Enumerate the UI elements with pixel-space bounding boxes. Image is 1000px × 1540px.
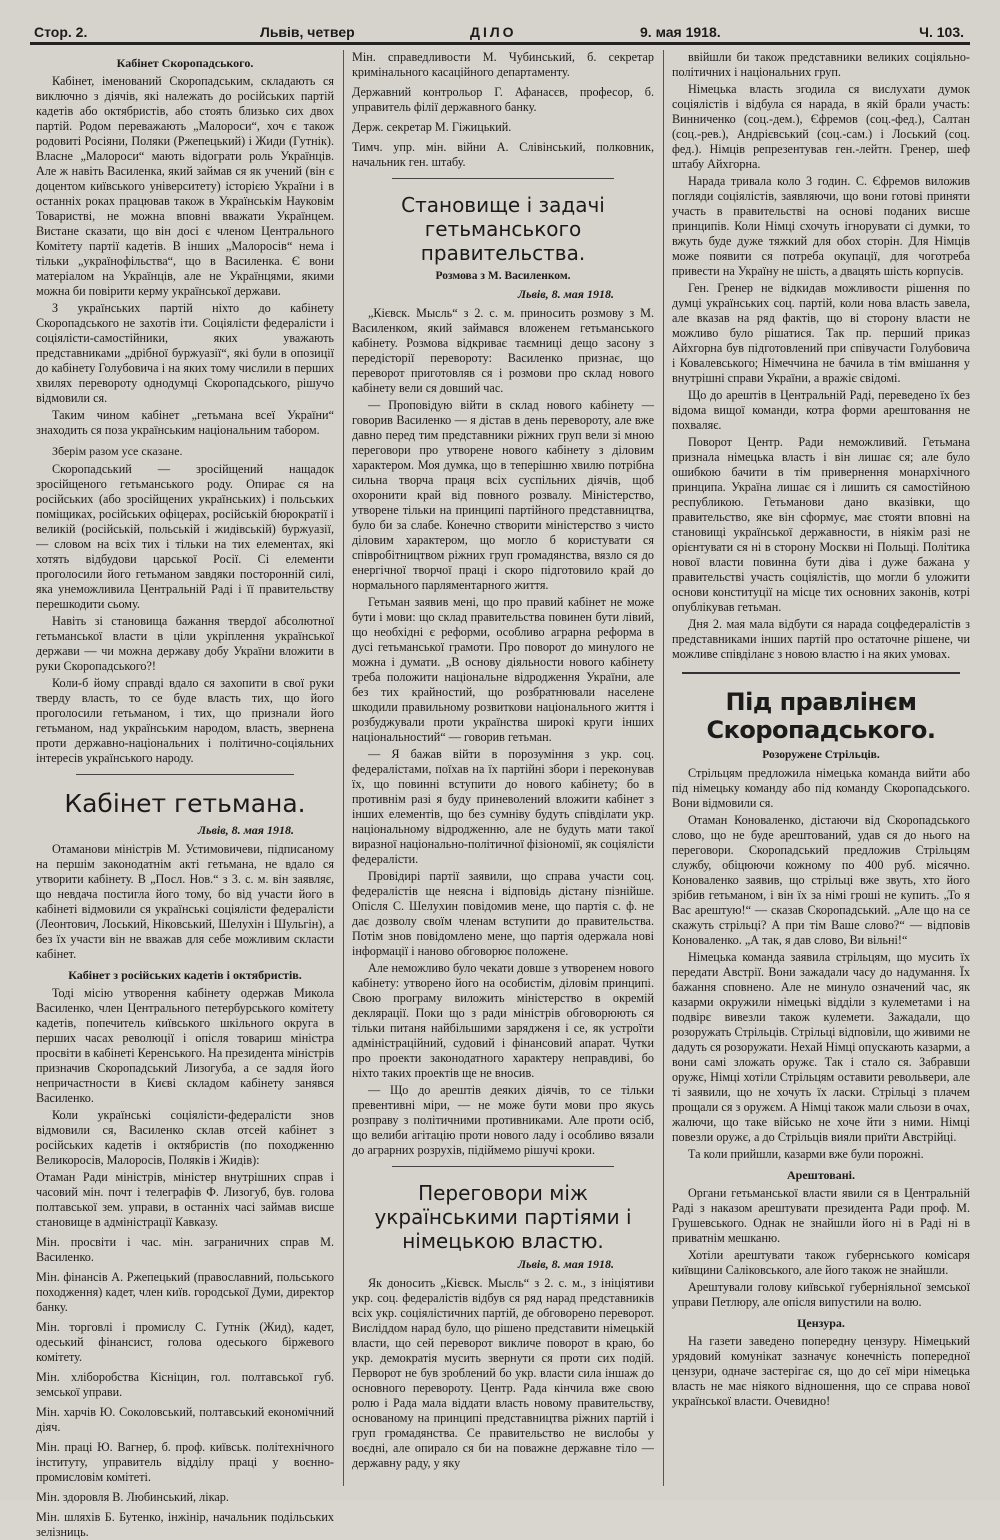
paragraph: Хотіли арештувати також губернського комісаря київщини Саліковського, але його також не знайшли. [672,1248,970,1277]
paragraph: Тимч. упр. мін. війни А. Слівінський, полковник, начальник ген. штабу. [352,140,654,169]
paragraph: Коли українські соціялісти-федералісти знов відмовили ся, Василенко склав отсей кабінет з російських кадетів і октябристів (по походженню Великоросів, Малоросів, Поляків і Жидів): [36,1108,334,1167]
divider [682,672,960,674]
article-body [352,306,654,1158]
paragraph: Держ. секретар М. Гіжицький. [352,120,512,134]
ministers-list [36,1170,334,1540]
masthead [30,14,970,44]
paragraph: Мін. харчів Ю. Соколовський, полтавський економічний діяч. [36,1405,334,1434]
article-body [672,1334,970,1409]
paragraph: Ген. Гренер не відкидав можливости рішення по думці українських соц. партій, коли нова власть завела, але вказав на ряд фактів, що ві сторону власти не можливо було рішатися. Так пр. перший приказ Айхгорна був підготовлений при співучасти Голубовича і Ковалевського; Німеччина не бачила в тім вмішання у внутрішні справи України, а вражіє свідомі. [672,281,970,385]
section-subhead: Цензура. [797,1316,845,1330]
article-body [352,1276,654,1471]
paragraph: Німецька власть згодила ся вислухати думок соціялістів і відбула ся нарада, в якій брали участь: Винниченко (соц.-дем.), Єфремов (соц.-фед.), Салтан (соц.-рев.), Андрієвський (соц.-сам.) і Лоський (соц. фед.). Німців репрезентував ген.-лейтн. Гренер, шеф штабу Айхгорна. [672,82,970,171]
article-body [36,74,334,438]
paragraph: Державний контрольор Г. Афанасєв, професор, б. управитель філії державного банку. [352,85,654,114]
section-subhead: Арештовані. [787,1168,855,1182]
paragraph: Стрільцям предложила німецька команда вийти або під німецьку команду або під команду Скоропадського. Вони відмовили ся. [672,766,970,810]
masthead-rule [30,42,970,45]
ministers-list [352,50,654,170]
paragraph: Дня 2. мая мала відбути ся нарада соцфедералістів з представниками інших партій про остаточне рішене, чи можливе співділанє з новою властю і на яких умовах. [672,617,970,661]
paragraph: На газети заведено попередну цензуру. Німецький урядовий комунікат зазначує конечність попередної цензури, одначе застерігає ся, що до сеї міри німецька власть не має ніякого відношення, що се справа нової української власти. Очевидно! [672,1334,970,1408]
paragraph: — Проповідую війти в склад нового кабінету — говорив Василенко — я дістав в день перевороту, але вже давно перед тим представники ріжних груп вели зі мною переговори про утворене нового кабінету з діловим характером. Моя думка, що в теперішню хвилю потрібна сильна творча праця всіх суспільних діячів, щоб охоронити край від повного розвалу. Міністерство, утворене тільки на принципі партійного представництва, було би за слабе. Конечно створити міністерство з чисто діловим характером, що могло б користувати ся співробітництвом ріжних груп громадянства, вязло ся до енергічної творчої праці і скоро підготовило край до нормального парляментарного життя. [352,398,654,592]
paragraph: Мін. просвіти і час. мін. заграничних справ М. Василенко. [36,1235,334,1264]
article-body [36,462,334,766]
dateline: Львів, 8. мая 1918. [517,287,614,301]
paragraph: Мін. хліборобства Кісніцин, гол. полтавської губ. земської управи. [36,1370,334,1399]
paragraph: Як доносить „Кієвск. Мысль“ з 2. с. м., з ініціятиви укр. соц. федералістів відбув ся ряд нарад представників всіх укр. соціялістичних партій, де обговорено переворот. Висліддом нарад було, що рішено представити німецькій власти, що сей переворот викличе поворот в краю, бо укр. демократія мусить звернути ся проти сих подій. Перворот не був зроблений бо укр. власти сила іншаж до основного перевороту. Центр. Рада кінчила вже свою ролю і Рада мала віддати власть новому правительству, основаному на принципі представництва ріжних партій і груп громадянства. Се правительство не вислобы у воєдні, але опирало ся би на поважне державне тіло — державну раду, у яку [352,1276,654,1470]
paragraph: — Я бажав війти в порозуміння з укр. соц. федералістами, поїхав на їх партійні збори і переконував їх, що повинні вступити до нового кабінету; бо в противнім разі я буду приневолений вложити кабінет з інших елементів, що без сумніву будуть співділати укр. національному відродженню, але не будуть мати такої виразної національно-політичної фізіономії, як соціялісти федералісти. [352,747,654,866]
paragraph: Отаман Ради міністрів, міністер внутрішних справ і часовий мін. почт і телеграфів Ф. Лизогуб, був. голова полтавської зем. управи, в останніх часі займав висше становище в адміністрації Кавказу. [36,1170,334,1229]
paragraph: Мін. торговлі і промислу С. Гутнік (Жид), кадет, одеський фінансист, голова одеського біржевого комітету. [36,1320,334,1364]
article-body [672,766,970,1162]
paragraph: Арештували голову київської губерніяльної земської управи Петлюру, але опісля випустили на волю. [672,1280,970,1309]
column-divider [343,50,344,1486]
city-day: Львів, четвер [260,24,355,40]
column-1 [36,50,334,1539]
paragraph: Органи гетьманської власти явили ся в Центральній Раді з наказом арештувати президента Ради проф. М. Грушевського. Однак не знайшли його ні в Раді ні в приватнім мешканю. [672,1186,970,1245]
paragraph: Мін. фінансів А. Ржепецький (православний, польського походження) кадет, член київ. городської Думи, директор банку. [36,1270,334,1314]
newspaper-title: ДІЛО [470,24,517,40]
divider [392,1166,614,1167]
column-2 [352,50,654,1486]
divider [76,774,294,775]
paragraph: Нарада тривала коло 3 годин. С. Єфремов виложив погляди соціялістів, заявляючи, що вони готові приняти участь в правительстві на основі поданих висше принципів. Коли Німці схочуть ігнорувати сі думки, то вжуть буде дуже тяжкий для обох сторін. Для Німців може появити ся потреба окупації, для чоготреба привести на Україну не шість, а двацять шість корпусів. [672,174,970,278]
paragraph: Навіть зі становища бажання твердої абсолютної гетьманської власти в ціли укріплення української держави — чи можна державу добу України вложити в руки Скоропадського?! [36,614,334,673]
byline: Розмова з М. Василенком. [435,270,571,282]
paragraph: Тоді місію утворення кабінету одержав Микола Василенко, член Центрального петербурського комітету кадетів, попечитель київського шкільного округа в перших часах революції і опісля товариш міністра просвіти в кабінеті Керенського. На президента міністрів призначив Скоропадський Лизогуба, а се задля його непричастности в Києві складом кабінету занявся Василенко. [36,986,334,1105]
paragraph: Німецька команда заявила стрільцям, що мусить їх передати Австрії. Вони зажадали часу до надумання. Їх бажання сповнено. Але не минуло означений час, як казарми окружили німецькі відділи з кулеметами і на подвірє вивезли також кулемети. Зажадали, що розоружать Стрільців. Стрільці відповіли, що живими не дадуть ся розоружати. Нехай Німці опускають казарми, а вони самі зложать оружє. Так і стало ся. Забравши оружє, Німці хотіли Стрільцям оставити револьвери, але ті заявили, що не хочуть їх ласки. Стрільці з плачем прощали ся з оружєм. А Німці також мали сльози в очах, жалючи, що таке військо не хоче йти з ними. Німці повезли оружє, а до Стрільців вияли приїти Австрійці. [672,950,970,1144]
headline-cabinet: Кабінет гетьмана. [64,789,306,818]
paragraph: Таким чином кабінет „гетьмана всеї України“ знаходить ся поза українським національним табором. [36,408,334,437]
byline: Розоружене Стрільців. [762,749,880,761]
dateline: Львів, 8. мая 1918. [517,1257,614,1271]
article-body [36,842,334,962]
article-body [672,1186,970,1310]
paragraph: Мін. справедливости М. Чубинський, б. секретар кримінального касаційного департаменту. [352,50,654,79]
section-subhead: Кабінет з російських кадетів і октябристів. [68,968,302,982]
paragraph: Та коли прийшли, казарми вже були порожні. [688,1147,924,1161]
paragraph: Кабінет, іменований Скоропадським, складають ся виключно з діячів, які належать до російських партій кадетів або октябристів, або стоять близько сих двох партій. Родом переважають „Малороси“, хоч є також родовиті Росіяни, Поляки (Ржепецький) і Жиди (Гутнік). Власне „Малороси“ мають відограти роль Українців. Але ж навіть Василенка, який займав ся як учений (він є доцентом київського університету) історією України і в останніх роках працював також в Українськім Науковім Товаристві, не можна вповні вважати Українцем. Вистане сказати, що він досі є членом Центрального Комітету партії кадетів. В інших „Малоросів“ нема і тільки „українофільства“, що в Василенка. Є вони матеріалом на Українців, але не Українцями, якими можна би повірити керму української держави. [36,74,334,298]
dateline: Львів, 8. мая 1918. [197,823,294,837]
section-subhead: Кабінет Скоропадського. [116,56,254,70]
article-body [36,986,334,1168]
paragraph: Коли-б йому справді вдало ся захопити в свої руки тверду власть, то се буде власть тих, що його проголосили гетьманом, і тих, що признали його гетьманом, над українським народом, власть, звернена проти державно-національних і політично-соціяльних інтересів українського народу. [36,676,334,765]
paragraph: — Що до арештів деяких діячів, то се тільки превентивні міри, — не може бути мови про якусь розправу з політичними противниками. Але проти осіб, що велиби агітацію проти нового ладу і особливо вязали до аграрних розрухів, підіймемо рішучі кроки. [352,1083,654,1157]
divider [392,178,614,179]
column-divider [663,50,664,1486]
paragraph: Що до арештів в Центральній Раді, переведено їх без відома вищої команди, котра форми арештовання не похваляє. [672,388,970,432]
column-3 [672,50,970,1486]
paragraph: ввійшли би також представники великих соціяльно-політичних і національних груп. [672,50,970,79]
headline-rule: Під правлінєм Скоропадського. [706,688,936,744]
headline-government: Становище і задачі гетьманського правительства. [401,193,605,265]
issue-number: Ч. 103. [919,24,964,40]
paragraph: Але неможливо було чекати довше з утворенем нового кабінету: утворено його на особистім, діловім принципі. Свою програму виложить міністерство в окремій деклярації. Поки що з ради міністрів обговорюють ся тільки питаня найбільшими зарядженя і се, як устроїти адміністраційний, судовий і фінансовий апарат. Чутки про проекти законодатного характеру неправдиві, бо ніхто таких проектів ще не вносив. [352,961,654,1080]
paragraph: Отаманови міністрів М. Устимовичеви, підписаному на першім законодатнім акті гетьмана, не вдало ся утворити кабінету. В „Посл. Нов.“ з 3. с. м. він заявляє, що невдача постигла його тому, бо від участи його в кабінеті відмовили ся українські соціялісти федералісти (Леонтович, Лоський, Ніковський, Шелухін і Шульгін), а без їх участи він не вважав для себе можливим скласти кабінет. [36,842,334,961]
issue-date: 9. мая 1918. [640,24,721,40]
article-body [672,50,970,662]
headline-negotiations: Переговори між українськими партіями і німецькою властю. [374,1181,632,1253]
paragraph: Отаман Коноваленко, дістаючи від Скоропадського слово, що не буде арештований, удав ся до нього на переговори. Скоропадський предложив Стрільцям службу, обіцюючи кожному по 400 руб. місячно. Коноваленко заявив, що стрільці вже звуть, хто його зрібив гетьманом, і він їх за німі гроші не купить. „То я Вас арештую!“ — сказав Скоропадський. „Але що на се скажуть стрільці? А при тім Ваше слово?“ — відповів Коноваленко. „А так, я дав слово, Ви вільні!“ [672,813,970,947]
paragraph: Мін. праці Ю. Вагнер, б. проф. київськ. політехнічного інституту, управитель відділу праці у воєнно-промисловім комітеті. [36,1440,334,1484]
paragraph: Мін. шляхів Б. Бутенко, інжінір, начальник подільських зелізниць. [36,1510,334,1539]
paragraph: „Кієвск. Мысль“ з 2. с. м. приносить розмову з М. Василенком, який займався вложенем гетьманського кабінету. Розмова відкриває таємниці дещо засону з передісторії перевороту: Василенко признає, що переворот приготовляв ся і розмови про склад нового кабінету вели ся довший час. [352,306,654,395]
paragraph: Поворот Центр. Ради неможливий. Гетьмана признала німецька власть і він лишає ся; але було ошибкою бачити в тім привернення монархічного принципа. Україна лишає ся і лишить ся самостійною республикою. Гетьманови дано вказівки, що правительство, яке він сформує, має стояти вповні на становищі української державности, в ніякім разі не орієнтувати ся ні в сторону Москви ні Польщі. Політика нової власти повинна бути діва і дуже бажана у правительстві участь соціялістів, що могли б уложити основи конституції на місце тих основних законів, котрі опублікував гетьман. [672,435,970,614]
paragraph: Гетьман заявив мені, що про правий кабінет не може бути і мови: що склад правительства повинен бути лівий, що необхідні є реформи, особливо аграрна реформа в дусі гетьманської грамоти. Про поворот до минулого не можна і думати. „В основу діяльности нового кабінету треба положити національне відродження України, але без тих крайностий, що розбратнювали населене шкодили правильному розвиткови національного життя і розбуджували проти українства широкі круги інших національностий“ — говорив гетьман. [352,595,654,744]
section-subhead: Зберім разом усе сказане. [52,444,183,458]
paragraph: Скоропадський — зросійщений нащадок зросійщеного гетьманського роду. Опирає ся на російських (або зросійщених українських) і польських поміщиках, російських офіцерах, російській бюрократії і великій (російській, польській і жидівській) буржуазії, — словом на всіх тих і тільки на тих елементах, які хотять відбудови царської Росії. Сі елементи проголосили його гетьманом завдяки посторонній силі, яка унеможливила Центральній Раді і її правительству перешкодити сьому. [36,462,334,611]
paragraph: Мін. здоровля В. Любинський, лікар. [36,1490,229,1504]
paragraph: Провідирі партії заявили, що справа участи соц. федералістів ще неясна і відповідь дістану пізнійше. Опісля С. Шелухин повідомив мене, що партія с. ф. не дає дозволу своїм членам вступити до правительства. Потім знов повідомлено мене, що партія одержала нові інформації і наново обговорює положене. [352,869,654,958]
paragraph: З українських партій ніхто до кабінету Скоропадського не захотів іти. Соціялісти федералісти і соціялісти-самостійники, яких уважають представниками „дрібної буржуазії“, які були в опозиції до кабінету Голубовича і на яких тому числили в перших хвилях перевороту однодумці Скоропадського, рішучо відмовили ся. [36,301,334,405]
page-number: Стор. 2. [34,24,88,40]
